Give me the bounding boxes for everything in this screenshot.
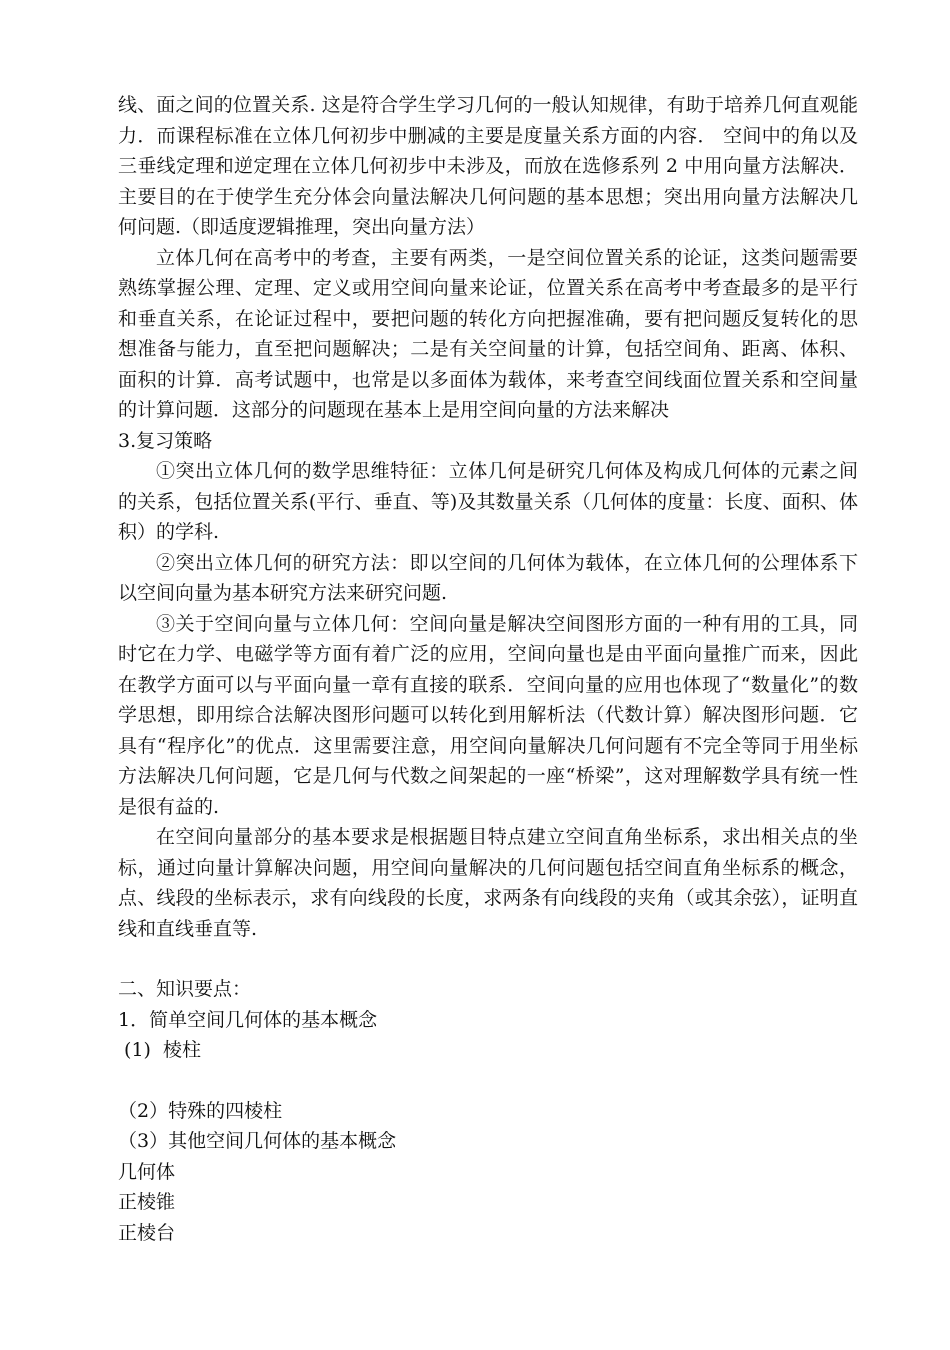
heading-review-strategy: 3.复习策略 — [118, 429, 213, 452]
term-regular-pyramid: 正棱锥 — [118, 1191, 176, 1213]
item-basic-concepts: 1．简单空间几何体的基本概念 — [118, 1008, 378, 1031]
heading-knowledge-points: 二、知识要点： — [118, 978, 252, 1000]
paragraph-exam-analysis: 立体几何在高考中的考查，主要有两类，一是空间位置关系的论证，这类问题需要熟练掌握公理、定理、定义或用空间向量来论证，位置关系在高考中考查最多的是平行和垂直关系，在论证过程中，要把问题的转化方向把握准确，要有把问题反复转化的思想准备与能力，直至把问题解决；二是有关空间量的计算，包括空间角、距离、体积、面积的计算．高考试题中，也常是以多面体为载体，来考查空间线面位置关系和空间量的计算问题．这部分的问题现在基本上是用空间向量的方法来解决 — [118, 246, 858, 421]
paragraph-basic-requirements: 在空间向量部分的基本要求是根据题目特点建立空间直角坐标系，求出相关点的坐标，通过向量计算解决问题，用空间向量解决的几何问题包括空间直角坐标系的概念，点、线段的坐标表示，求有向线段的长度，求两条有向线段的夹角（或其余弦），证明直线和直线垂直等. — [118, 826, 858, 940]
blank-line — [118, 944, 858, 974]
paragraph-strategy-2: ②突出立体几何的研究方法：即以空间的几何体为载体，在立体几何的公理体系下以空间向量为基本研究方法来研究问题. — [118, 551, 858, 604]
paragraph-strategy-1: ①突出立体几何的数学思维特征：立体几何是研究几何体及构成几何体的元素之间的关系，包括位置关系(平行、垂直、等)及其数量关系（几何体的度量：长度、面积、体积）的学科. — [118, 460, 858, 543]
paragraph-intro: 线、面之间的位置关系. 这是符合学生学习几何的一般认知规律，有助于培养几何直观能力．而课程标准在立体几何初步中删减的主要是度量关系方面的内容． 空间中的角以及三垂线定理和逆定理在立体几何初步中未涉及，而放在选修系列 2 中用向量方法解决．主要目的在于使学生充分体会向量法解决几何问题的基本思想；突出用向量方法解决几何问题.（即适度逻辑推理，突出向量方法） — [118, 94, 858, 238]
subitem-prism: (1) 棱柱 — [118, 1039, 202, 1061]
subitem-special-quadrangular-prism: （2）特殊的四棱柱 — [118, 1099, 283, 1122]
term-solid: 几何体 — [118, 1160, 176, 1183]
document-page — [118, 90, 858, 1248]
subitem-other-solids: （3）其他空间几何体的基本概念 — [118, 1130, 397, 1152]
blank-line — [118, 1066, 858, 1096]
term-regular-frustum: 正棱台 — [118, 1221, 176, 1244]
paragraph-strategy-3: ③关于空间向量与立体几何：空间向量是解决空间图形方面的一种有用的工具，同时它在力学、电磁学等方面有着广泛的应用，空间向量也是由平面向量推广而来，因此在教学方面可以与平面向量一章有直接的联系．空间向量的应用也体现了“数量化”的数学思想，即用综合法解决图形问题可以转化到用解析法（代数计算）解决图形问题．它具有“程序化”的优点．这里需要注意，用空间向量解决几何问题有不完全等同于用坐标方法解决几何问题，它是几何与代数之间架起的一座“桥梁”，这对理解数学具有统一性是很有益的. — [118, 612, 858, 818]
